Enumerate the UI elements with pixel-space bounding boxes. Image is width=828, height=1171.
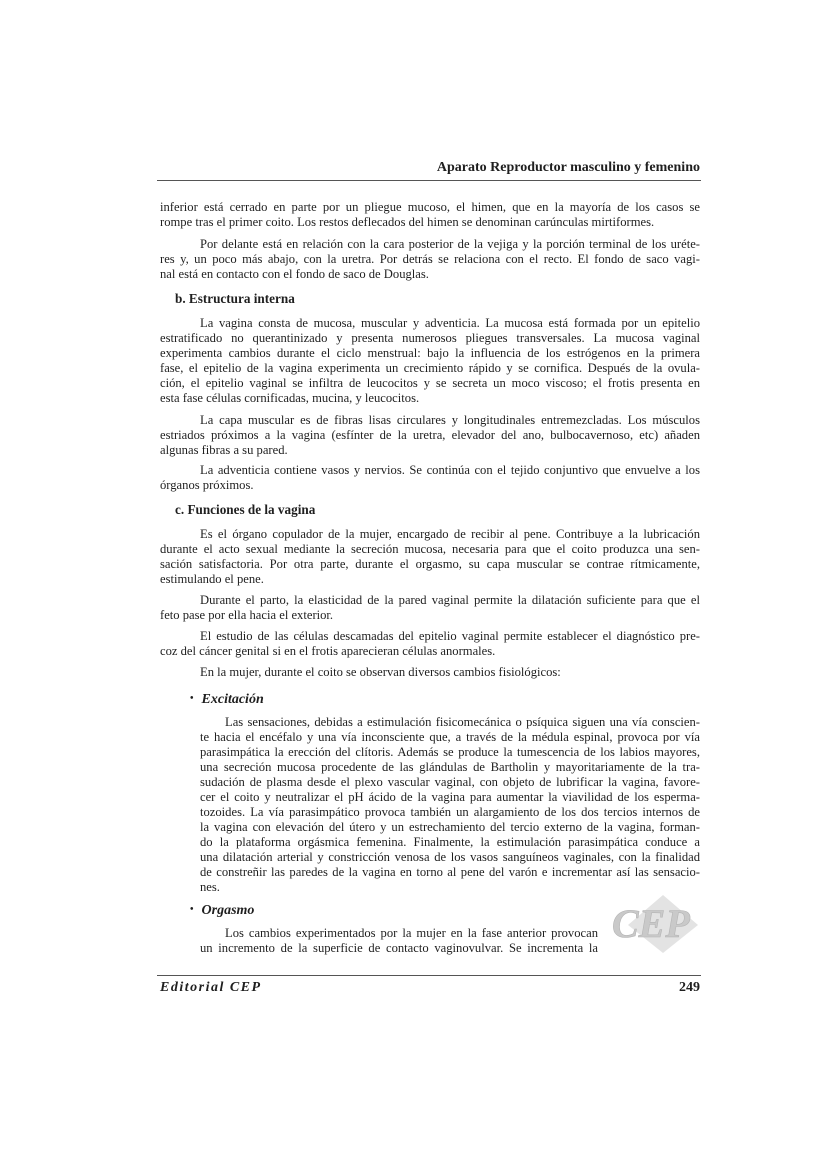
paragraph: [160, 527, 700, 587]
text-line: experimenta cambios durante el ciclo menstrual: bajo la influencia de los estrógenos en la primera: [160, 346, 700, 360]
text-line: parasimpática la erección del clítoris. Además se produce la tumescencia de los labios mayores,: [200, 745, 700, 759]
text-line: durante el acto sexual mediante la secreción mucosa, necesaria para que el coito produzca una sen-: [160, 542, 700, 556]
text-line: sación satisfactoria. Por otra parte, durante el orgasmo, su capa muscular se contrae rítmicamente,: [160, 557, 700, 571]
bullet-orgasmo: [190, 903, 254, 919]
paragraph: [160, 237, 700, 282]
text-line: La adventicia contiene vasos y nervios. Se continúa con el tejido conjuntivo que envuelve a los: [200, 463, 700, 477]
text-line: esta fase células cornificadas, mucina, y leucocitos.: [160, 391, 420, 405]
text-line: estimulando el pene.: [160, 572, 264, 586]
paragraph: [160, 665, 700, 680]
text-line: fase, el epitelio de la vagina experimenta un crecimiento rápido y se cornifica. Después de la ovula-: [160, 361, 700, 375]
text-line: El estudio de las células descamadas del epitelio vaginal permite establecer el diagnóstico pre-: [200, 629, 700, 643]
paragraph: [160, 200, 700, 230]
text-line: de constreñir las paredes de la vagina en torno al pene del varón e incrementar así las sensacio-: [200, 865, 700, 879]
text-line: do la plataforma orgásmica femenina. Finalmente, la estimulación parasimpática conduce a: [200, 835, 700, 849]
text-line: La capa muscular es de fibras lisas circulares y longitudinales entremezcladas. Los músculos: [200, 413, 700, 427]
logo-text: CEP: [612, 901, 690, 946]
text-line: nes.: [200, 880, 220, 894]
text-line: rompe tras el primer coito. Los restos deflecados del himen se denominan carúnculas mirtiformes.: [160, 215, 655, 229]
text-line: una secreción mucosa procedente de las glándulas de Bartholin y mayoritariamente de la tra-: [200, 760, 700, 774]
header-rule: [157, 180, 701, 181]
text-line: una dilatación arterial y constricción venosa de los vasos sanguíneos vaginales, con la finalidad: [200, 850, 700, 864]
paragraph: [160, 593, 700, 623]
text-line: tozoides. La vía parasimpático provoca también un alargamiento de los dos tercios internos de: [200, 805, 700, 819]
bullet-icon: •: [190, 904, 194, 915]
text-line: cer el coito y neutralizar el pH ácido de la vagina para aumentar la viavilidad de los esperma-: [200, 790, 700, 804]
text-line: Por delante está en relación con la cara posterior de la vejiga y la porción terminal de los uréte-: [200, 237, 700, 251]
paragraph: [200, 926, 598, 956]
text-line: Es el órgano copulador de la mujer, encargado de recibir al pene. Contribuye a la lubricación: [200, 527, 700, 541]
text-line: sudación de plasma desde el plexo vascular vaginal, con objeto de lubrificar la vagina, favore-: [200, 775, 700, 789]
text-line: Las sensaciones, debidas a estimulación fisicomecánica o psíquica siguen una vía conscien-: [225, 715, 700, 729]
paragraph: [160, 413, 700, 458]
text-line: feto pase por ella hacia el exterior.: [160, 608, 334, 622]
text-line: estratificado no querantinizado y presenta numerosos pliegues transversales. La mucosa vaginal: [160, 331, 700, 345]
footer-publisher: Editorial CEP: [160, 980, 262, 995]
section-heading-b: b. Estructura interna: [175, 291, 295, 306]
text-line: res y, un poco más abajo, con la uretra. Por detrás se relaciona con el recto. El fondo de saco vagi-: [160, 252, 700, 266]
paragraph: [160, 463, 700, 493]
text-line: un incremento de la superficie de contacto vaginovulvar. Se incrementa la: [200, 941, 598, 955]
bullet-excitacion: [190, 692, 264, 708]
page-number: 249: [679, 980, 700, 995]
cep-logo: [608, 893, 700, 955]
running-header: Aparato Reproductor masculino y femenino: [436, 160, 700, 175]
text-line: estriados próximos a la vagina (esfínter de la uretra, elevador del ano, bulbocavernoso, etc) añaden: [160, 428, 700, 442]
text-line: Durante el parto, la elasticidad de la pared vaginal permite la dilatación suficiente para que el: [200, 593, 700, 607]
text-line: coz del cáncer genital si en el frotis aparecieran células anormales.: [160, 644, 496, 658]
paragraph: [160, 316, 700, 406]
text-line: inferior está cerrado en parte por un pliegue mucoso, el himen, que en la mayoría de los casos se: [160, 200, 700, 214]
bullet-icon: •: [190, 693, 194, 704]
paragraph: [160, 629, 700, 659]
text-line: la vagina con elevación del útero y un estrechamiento del tercio externo de la vagina, forman-: [200, 820, 700, 834]
text-line: órganos próximos.: [160, 478, 254, 492]
bullet-label: Excitación: [201, 692, 264, 707]
text-line: En la mujer, durante el coito se observan diversos cambios fisiológicos:: [200, 665, 561, 679]
section-heading-c: c. Funciones de la vagina: [175, 502, 316, 517]
text-line: algunas fibras a su pared.: [160, 443, 288, 457]
text-line: nal está en contacto con el fondo de saco de Douglas.: [160, 267, 429, 281]
text-line: te hacia el encéfalo y una vía inconsciente que, a través de la médula espinal, provoca por vía: [200, 730, 700, 744]
text-line: Los cambios experimentados por la mujer en la fase anterior provocan: [225, 926, 598, 940]
footer-rule: [157, 975, 701, 976]
text-line: ción, el epitelio vaginal se infiltra de leucocitos y se secreta un moco viscoso; el frotis presenta en: [160, 376, 700, 390]
bullet-label: Orgasmo: [201, 903, 255, 918]
text-line: La vagina consta de mucosa, muscular y adventicia. La mucosa está formada por un epitelio: [200, 316, 700, 330]
paragraph: [200, 715, 700, 895]
